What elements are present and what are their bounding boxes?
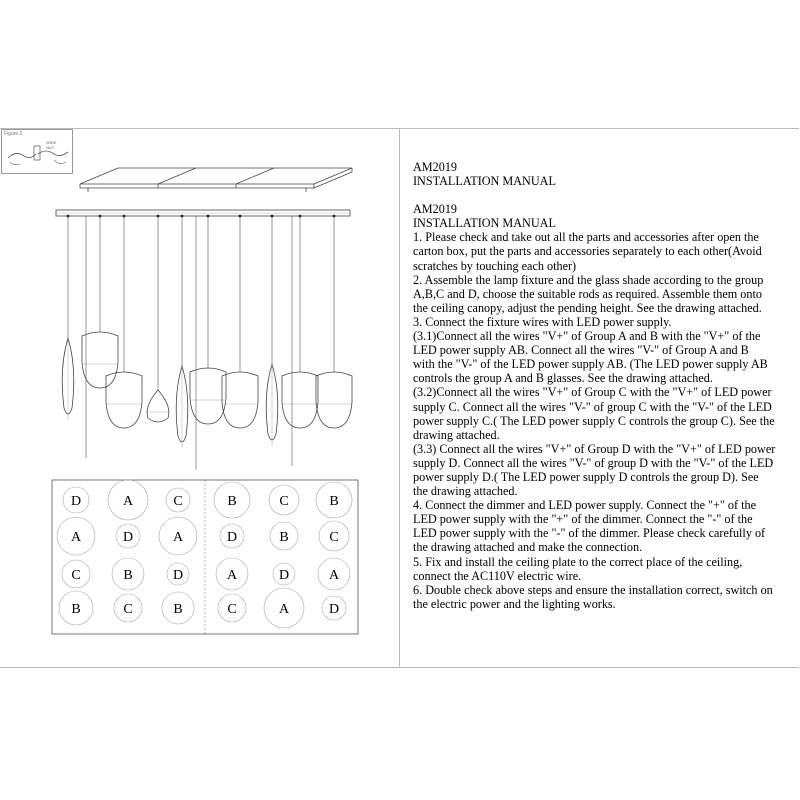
grid-cell [166,488,190,512]
pendant-lamp [82,215,118,388]
grid-cell [108,480,148,520]
pendant-lamp [62,215,74,420]
manual-line: the drawing attached. [413,484,518,499]
manual-line: A,B,C and D, choose the suitable rods as required. Assemble them onto [413,286,762,301]
grid-cell [322,596,346,620]
grid-cell-label: C [123,602,133,617]
manual-line: 3. Connect the fixture wires with LED power supply. [413,314,672,329]
manual-line: LED power supply AB. Connect all the wires "V-" of Group A and B [413,343,749,358]
grid-cell [264,588,304,628]
grid-cell-label: A [122,494,134,509]
grid-cell-label: B [227,494,237,509]
grid-cell-label: B [123,568,133,583]
grid-cell [216,558,248,590]
manual-line: carton box, put the parts and accessories separately to each other(Avoid [413,244,762,259]
manual-line: supply C. Connect all the wires "V-" of group C with the "V-" of the LED [413,399,772,414]
grid-cell-label: D [70,494,82,509]
grid-cell [214,482,250,518]
manual-line: (3.3) Connect all the wires "V+" of Group D with the "V+" of LED power [413,441,776,456]
grid-cell [273,563,295,585]
grid-cell [270,522,298,550]
grid-cell [63,487,89,513]
pendant-lamp [176,215,188,448]
manual-line: supply D. Connect all the wires "V-" of group D with the "V-" of the LED [413,455,774,470]
grid-cell [218,594,246,622]
grid-cell [316,482,352,518]
manual-line: (3.2)Connect all the wires "V+" of Group C with the "V+" of LED power [413,385,772,400]
manual-line: power supply C.( The LED power supply C controls the group C). See the [413,413,775,428]
grid-cell [269,485,299,515]
grid-cell-label: D [278,568,290,583]
grid-cell-label: C [173,494,183,509]
manual-line: 1. Please check and take out all the parts and accessories after open the [413,230,759,245]
manual-code: AM2019 [413,202,458,217]
manual-body [413,230,791,611]
pendant-lamp [106,215,142,428]
grid-cell-label: A [172,530,184,545]
svg-text:NUT: NUT [46,145,55,150]
grid-cell-label: B [279,530,289,545]
grid-cell-label: A [70,530,82,545]
grid-cell-label: C [329,530,339,545]
pendant-lamp [190,215,226,424]
grid-cell-label: C [71,568,81,583]
grid-cell-label: B [329,494,339,509]
grid-cell-label: D [122,530,134,545]
grid-cell [116,524,140,548]
manual-line: with the "V-" of the LED power supply AB. (The LED power supply AB [413,357,768,372]
grid-cell-label: B [173,602,183,617]
manual-line: LED power supply with the "+" of the dimmer. Connect the "-" of the [413,512,753,527]
page-divider [399,128,400,668]
manual-line: 4. Connect the dimmer and LED power supply. Connect the "+" of the [413,498,756,513]
pendant-lamp [147,215,169,422]
grid-cell [162,592,194,624]
grid-cell [220,524,244,548]
grid-cell [167,563,189,585]
pendant-lamp [316,215,352,428]
grid-cell-label: C [279,494,289,509]
grid-cell-label: A [278,602,290,617]
grid-cell [62,560,90,588]
header-code: AM2019 [413,160,458,174]
manual-line: LED power supply with the "-" of the dimmer. Please check carefully of [413,526,766,541]
pendant-lamp [222,215,258,428]
grid-cell [114,594,142,622]
manual-line: 6. Double check above steps and ensure the installation correct, switch on [413,582,773,597]
manual-line: the electric power and the lighting works. [413,596,616,611]
pendant-lamp [282,215,318,428]
grid-cell-label: D [172,568,184,583]
pendant-lamps [62,215,352,470]
manual-line: the drawing attached and make the connection. [413,540,643,555]
manual-title: INSTALLATION MANUAL [413,216,556,231]
manual-line: scratches by touching each other) [413,258,577,273]
grid-cell [57,517,95,555]
manual-text [413,160,791,611]
grid-cell-label: D [226,530,238,545]
grid-cell-label: A [328,568,340,583]
layout-grid [52,480,358,634]
grid-cell-label: C [227,602,237,617]
grid-cell-label: D [328,602,340,617]
svg-text:WIRE: WIRE [46,140,57,145]
grid-cell [159,517,197,555]
grid-cell [318,558,350,590]
manual-line: 5. Fix and install the ceiling plate to the correct place of the ceiling, [413,554,743,569]
manual-line: power supply D.( The LED power supply D controls the group D). See [413,469,759,484]
fixture-diagram [0,128,399,668]
fixture-drawing [0,128,399,668]
grid-cell-label: B [71,602,81,617]
grid-cell [112,558,144,590]
header-title: INSTALLATION MANUAL [413,174,556,189]
manual-line: the ceiling canopy, adjust the pending height. See the drawing attached. [413,300,762,315]
manual-line: (3.1)Connect all the wires "V+" of Group A and B with the "V+" of the [413,329,761,344]
manual-line: 2. Assemble the lamp fixture and the glass shade according to the group [413,272,764,287]
grid-cell-label: A [226,568,238,583]
manual-line: drawing attached. [413,427,500,442]
manual-line: connect the AC110V electric wire. [413,568,582,583]
grid-cell [319,521,349,551]
manual-line: controls the group A and B glasses. See the drawing attached. [413,371,713,386]
grid-cell [59,591,93,625]
figure-label: Figure 2 [4,131,23,137]
pendant-lamp [266,215,278,446]
ceiling-frame [80,168,352,192]
